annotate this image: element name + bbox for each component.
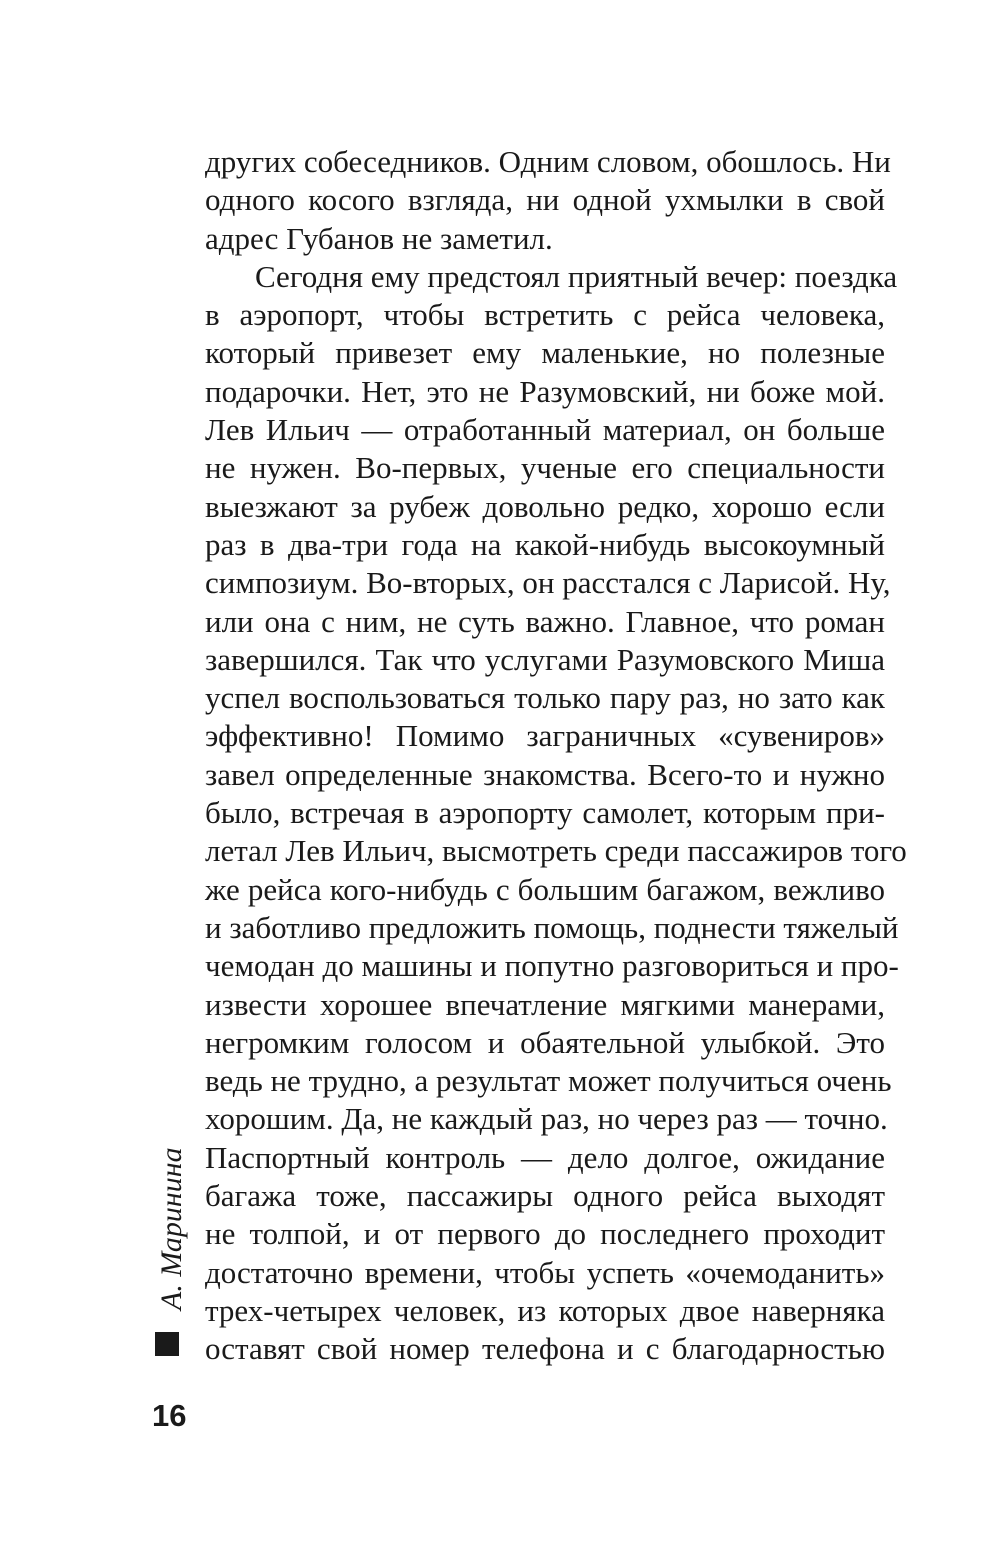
text-line: симпозиум. Во-вторых, он расстался с Ларисой. Ну,	[205, 565, 891, 601]
text-line: и заботливо предложить помощь, поднести тяжелый	[205, 909, 899, 945]
text-line: завершился. Так что услугами Разумовского Миша	[205, 641, 885, 677]
text-line: достаточно времени, чтобы успеть «очемоданить»	[205, 1254, 885, 1290]
text-line: раз в два-три года на какой-нибудь высокоумный	[205, 526, 885, 562]
text-line: других собеседников. Одним словом, обошлось. Ни	[205, 144, 891, 179]
text-line: который привезет ему маленькие, но полезные	[205, 335, 885, 371]
text-line: эффективно! Помимо заграничных «сувениров»	[205, 718, 885, 754]
text-line: негромким голосом и обаятельной улыбкой. Это	[205, 1024, 885, 1060]
text-line: Лев Ильич — отработанный материал, он больше	[205, 412, 885, 448]
text-line: адрес Губанов не заметил.	[205, 220, 553, 256]
text-line: трех-четырех человек, из которых двое наверняка	[205, 1292, 885, 1328]
text-line: выезжают за рубеж довольно редко, хорошо если	[205, 488, 885, 524]
text-line: летал Лев Ильич, высмотреть среди пассажиров того	[205, 833, 907, 869]
text-line: хорошим. Да, не каждый раз, но через раз — точно.	[205, 1101, 888, 1137]
text-line: не толпой, и от первого до последнего проходит	[205, 1216, 885, 1252]
text-line: Сегодня ему предстоял приятный вечер: поездка	[255, 258, 898, 294]
text-line: было, встречая в аэропорту самолет, которым при-	[205, 795, 885, 831]
body-text	[205, 143, 907, 1369]
text-line: одного косого взгляда, ни одной ухмылки в свой	[205, 182, 885, 218]
text-line: завел определенные знакомства. Всего-то и нужно	[205, 756, 885, 792]
text-line: извести хорошее впечатление мягкими манерами,	[205, 986, 885, 1022]
text-line: же рейса кого-нибудь с большим багажом, вежливо	[205, 871, 885, 907]
text-line: успел воспользоваться только пару раз, но зато как	[205, 680, 885, 716]
text-line: оставят свой номер телефона и с благодарностью	[205, 1331, 885, 1367]
text-line: багажа тоже, пассажиры одного рейса выходят	[205, 1178, 885, 1214]
text-line: Паспортный контроль — дело долгое, ожидание	[205, 1139, 885, 1175]
square-bullet-mark	[155, 1332, 179, 1356]
author-running-head: А. Маринина	[155, 1147, 188, 1310]
text-line: подарочки. Нет, это не Разумовский, ни боже мой.	[205, 373, 885, 409]
text-line: ведь не трудно, а результат может получиться очень	[205, 1063, 892, 1099]
text-line: в аэропорт, чтобы встретить с рейса человека,	[205, 297, 885, 333]
text-line: не нужен. Во-первых, ученые его специальности	[205, 450, 885, 486]
page-number: 16	[152, 1398, 187, 1433]
text-line: или она с ним, не суть важно. Главное, что роман	[205, 603, 885, 639]
text-line: чемодан до машины и попутно разговориться и про-	[205, 948, 899, 984]
